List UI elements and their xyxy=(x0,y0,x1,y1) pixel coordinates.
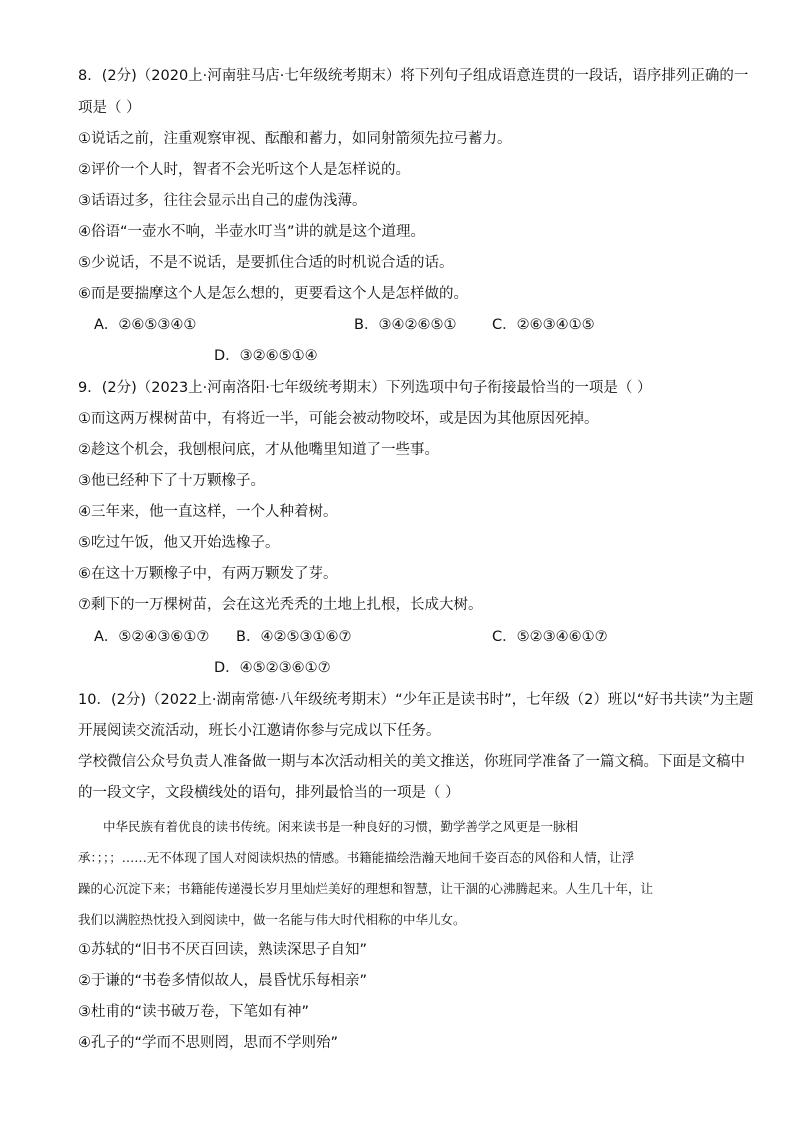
q8-stem-line2: 项是（ ） xyxy=(78,100,141,116)
q10-passage-line2: 承：；；；……无不体现了国人对阅读炽热的情感。书籍能描绘浩瀚天地间千姿百态的风俗和人情，让浮 xyxy=(78,850,635,865)
q9-option-c[interactable]: C．⑤②③④⑥①⑦ xyxy=(492,629,608,645)
q10-context-line2: 的一段文字，文段横线处的语句，排列最恰当的一项是（ ） xyxy=(78,785,460,801)
q10-passage-line3: 躁的心沉淀下来；书籍能传递漫长岁月里灿烂美好的理想和智慧，让干涸的心沸腾起来。人生几十年，让 xyxy=(78,881,654,896)
q9-sentence-4: ④三年来，他一直这样，一个人种着树。 xyxy=(78,504,338,520)
q8-sentence-2: ②评价一个人时，智者不会光听这个人是怎样说的。 xyxy=(78,162,410,178)
q9-option-a[interactable]: A．⑤②④③⑥①⑦ xyxy=(94,629,210,645)
q9-sentence-2: ②趁这个机会，我刨根问底，才从他嘴里知道了一些事。 xyxy=(78,442,439,458)
q10-context-line1: 学校微信公众号负责人准备做一期与本次活动相关的美文推送，你班同学准备了一篇文稿。下面是文稿中 xyxy=(78,754,745,770)
q9-sentence-6: ⑥在这十万颗橡子中，有两万颗发了芽。 xyxy=(78,566,338,582)
q8-sentence-6: ⑥而是要揣摩这个人是怎么想的，更要看这个人是怎样做的。 xyxy=(78,286,468,302)
q8-sentence-4: ④俗语“一壶水不响，半壶水叮当”讲的就是这个道理。 xyxy=(78,224,426,240)
q8-sentence-5: ⑤少说话，不是不说话，是要抓住合适的时机说合适的话。 xyxy=(78,255,454,271)
q9-option-b[interactable]: B．④②⑤③①⑥⑦ xyxy=(236,629,352,645)
q10-sentence-2: ②于谦的“书卷多情似故人，晨昏忧乐每相亲” xyxy=(78,973,368,989)
q8-option-d[interactable]: D．③②⑥⑤①④ xyxy=(214,348,318,364)
q10-stem-line1: 10．(2分)（2022上·湖南常德·八年级统考期末）“少年正是读书时”，七年级（2）班以“好书共读”为主题 xyxy=(78,692,754,708)
q8-option-c[interactable]: C．②⑥③④①⑤ xyxy=(492,317,595,333)
q10-sentence-3: ③杜甫的“读书破万卷，下笔如有神” xyxy=(78,1004,310,1020)
q8-stem-line1: 8．(2分)（2020上·河南驻马店·七年级统考期末）将下列句子组成语意连贯的一段话，语序排列正确的一 xyxy=(78,68,749,84)
q8-sentence-1: ①说话之前，注重观察审视、酝酿和蓄力，如同射箭须先拉弓蓄力。 xyxy=(78,131,512,147)
q10-passage-line1: 中华民族有着优良的读书传统。闲来读书是一种良好的习惯，勤学善学之风更是一脉相 xyxy=(78,819,579,834)
q9-sentence-5: ⑤吃过午饭，他又开始选橡子。 xyxy=(78,535,280,551)
q8-sentence-3: ③话语过多，往往会显示出自己的虚伪浅薄。 xyxy=(78,193,367,209)
q8-option-a[interactable]: A．②⑥⑤③④① xyxy=(94,317,197,333)
q10-sentence-1: ①苏轼的“旧书不厌百回读，熟读深思子自知” xyxy=(78,942,368,958)
q9-stem: 9．(2分)（2023上·河南洛阳·七年级统考期末）下列选项中句子衔接最恰当的一项是（ ） xyxy=(78,380,652,396)
q9-sentence-7: ⑦剩下的一万棵树苗，会在这光秃秃的土地上扎根，长成大树。 xyxy=(78,597,483,613)
q10-sentence-4: ④孔子的“学而不思则罔，思而不学则殆” xyxy=(78,1035,339,1051)
q9-sentence-1: ①而这两万棵树苗中，有将近一半，可能会被动物咬坏，或是因为其他原因死掉。 xyxy=(78,411,599,427)
q10-stem-line2: 开展阅读交流活动，班长小江邀请你参与完成以下任务。 xyxy=(78,723,441,739)
q8-option-b[interactable]: B．③④②⑥⑤① xyxy=(354,317,457,333)
q9-option-d[interactable]: D．④⑤②③⑥①⑦ xyxy=(214,660,331,676)
q10-passage-line4: 我们以满腔热忱投入到阅读中，做一名能与伟大时代相称的中华儿女。 xyxy=(78,912,466,927)
q9-sentence-3: ③他已经种下了十万颗橡子。 xyxy=(78,473,265,489)
